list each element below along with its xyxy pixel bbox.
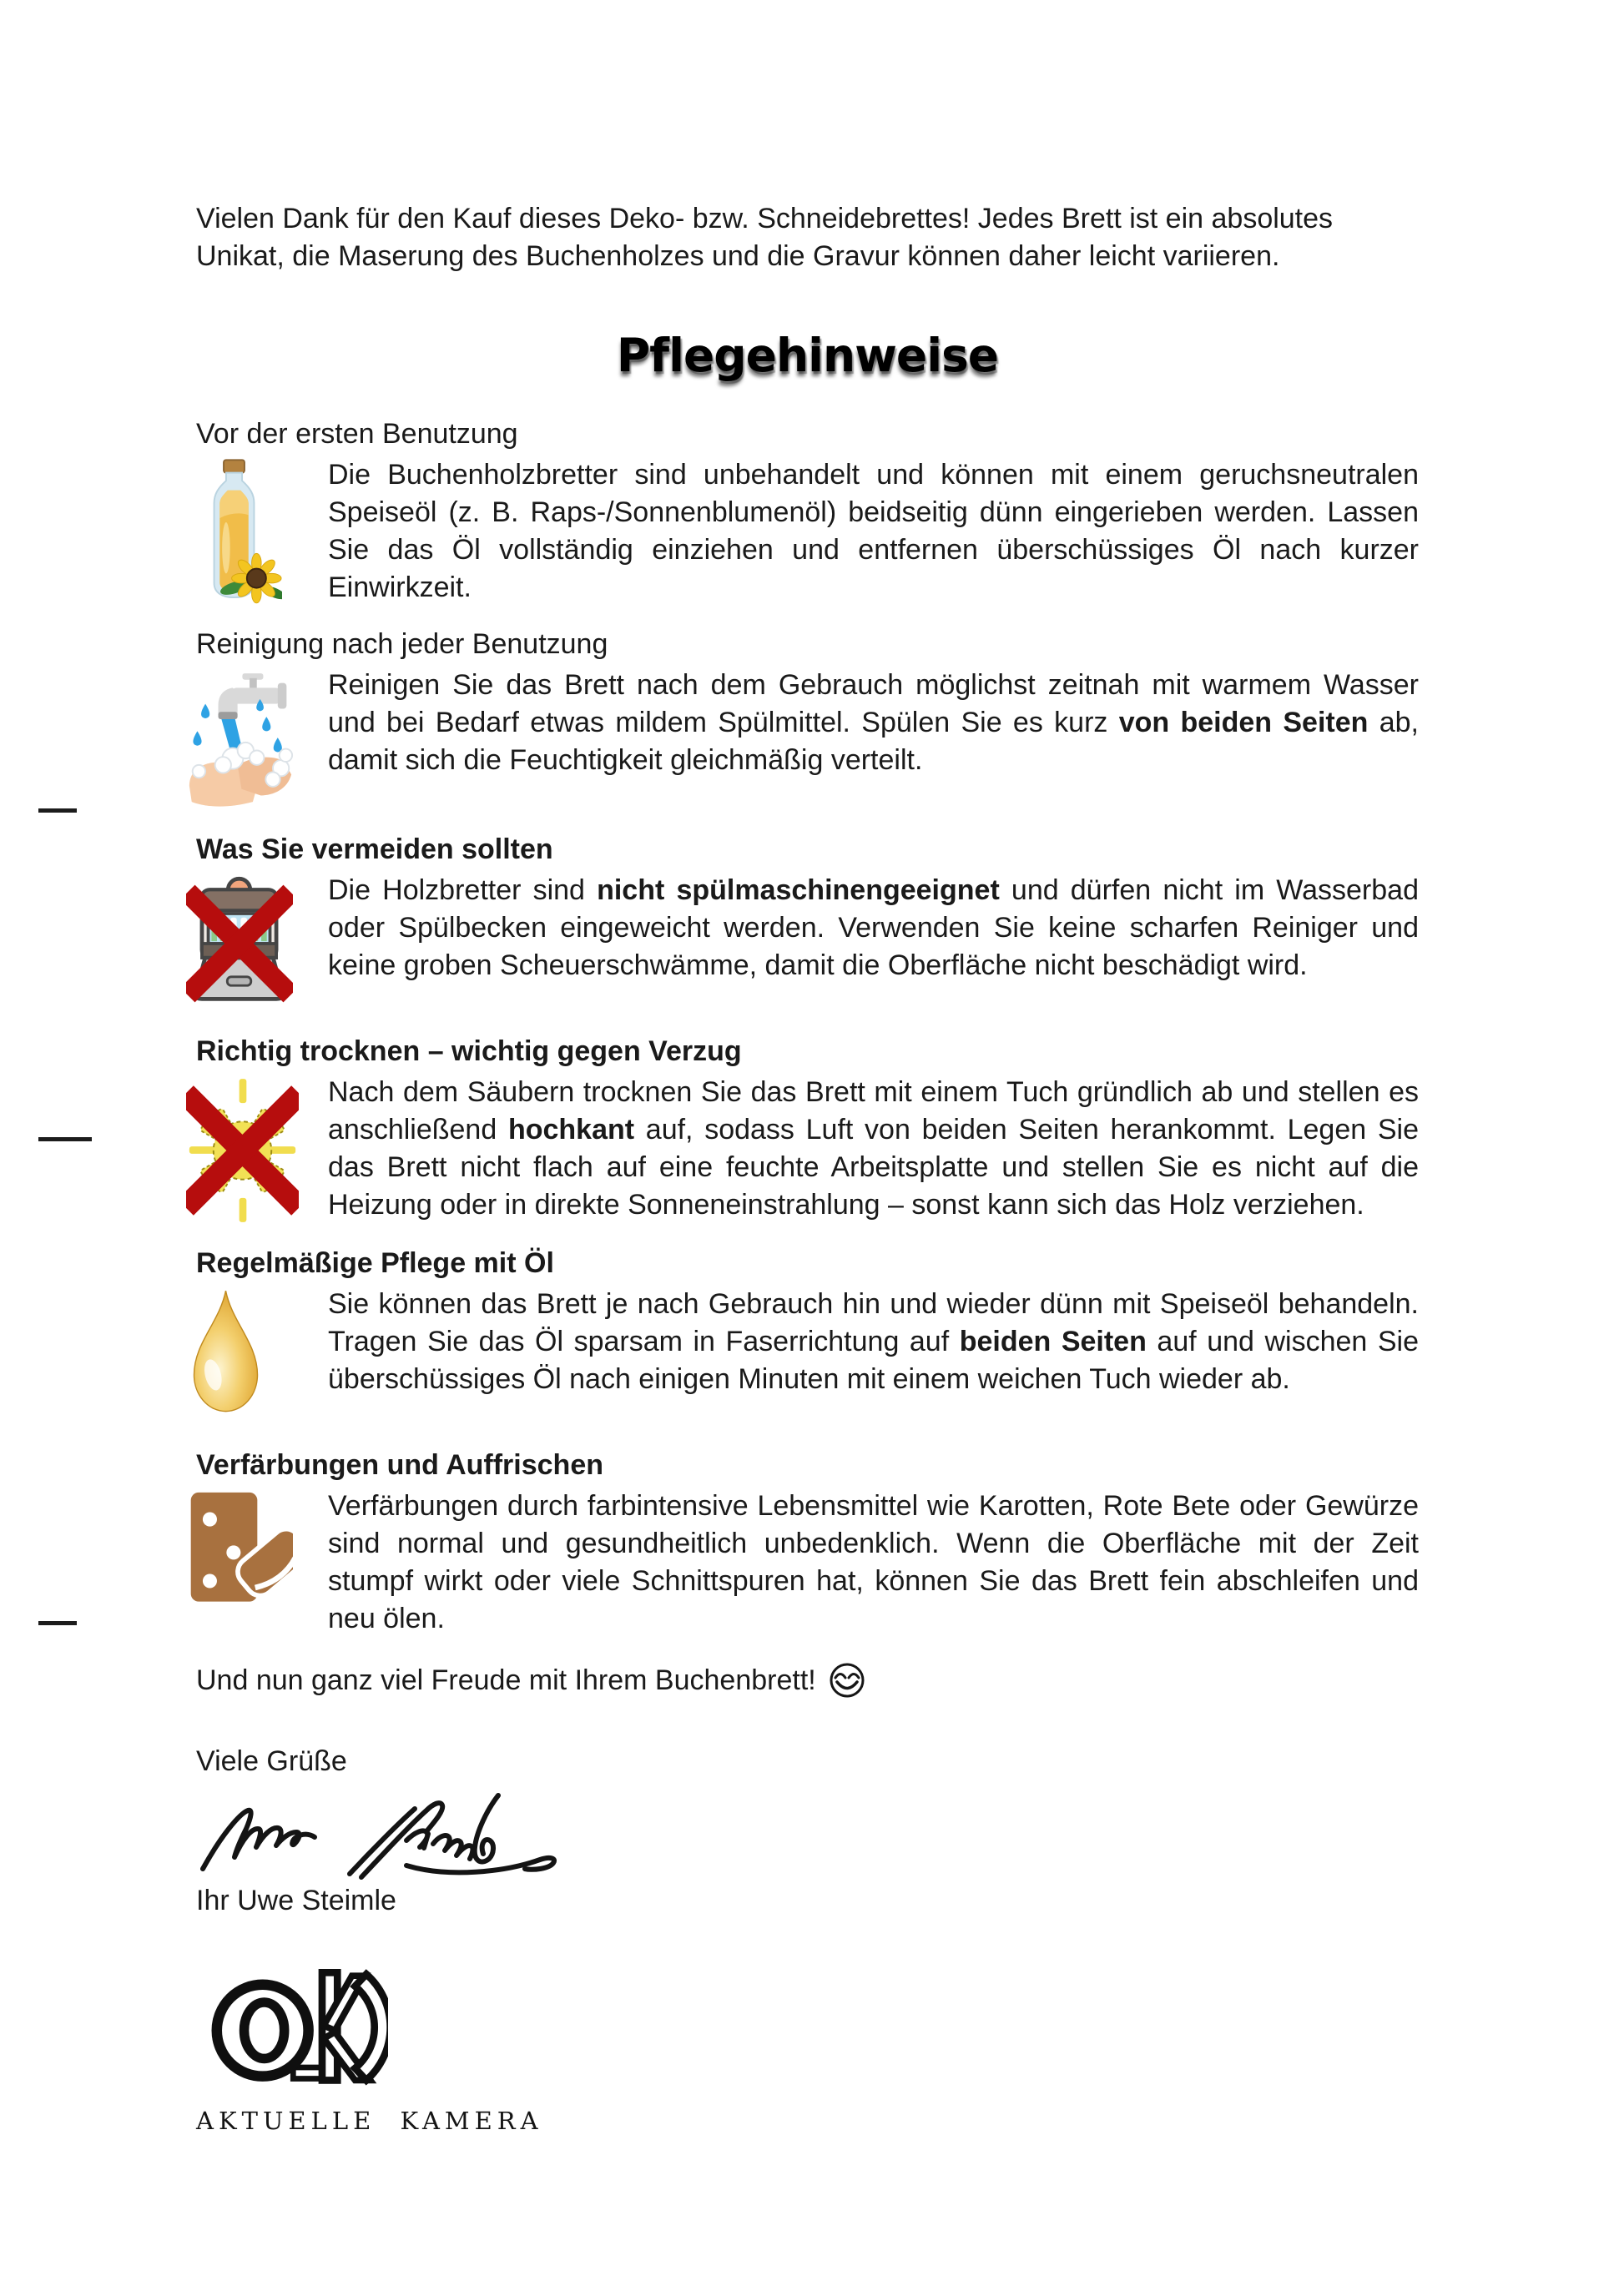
signature (198, 1789, 565, 1881)
section-row (196, 667, 1419, 818)
section-row (196, 1074, 1419, 1231)
section-row (196, 1286, 1419, 1433)
fold-mark-top (38, 808, 77, 813)
section-heading-discoloration: Verfärbungen und Auffrischen (196, 1449, 604, 1481)
fold-mark-bottom (38, 1621, 77, 1625)
section-icon-cell (186, 1074, 328, 1231)
care-section-drying (196, 1033, 1419, 1231)
closing-text: Und nun ganz viel Freude mit Ihrem Buchenbrett! (196, 1664, 816, 1696)
no-sun-icon (186, 1074, 299, 1227)
section-row (196, 872, 1419, 1020)
page-content (196, 200, 1419, 2135)
logo-caption: AKTUELLE KAMERA (196, 2107, 543, 2135)
section-body-cleaning: Reinigen Sie das Brett nach dem Gebrauch möglichst zeitnah mit warmem Wasser und bei Bedarf etwas mildem Spülmittel. Spülen Sie es kurz von beiden Seiten ab, damit sich die Feuchtigkeit gleichmäßig verteilt. (328, 669, 1419, 776)
section-body-oiling: Sie können das Brett je nach Gebrauch hin und wieder dünn mit Speiseöl behandeln. Tragen Sie das Öl sparsam in Faserrichtung auf beiden Seiten auf und wischen Sie überschüssiges Öl nach einigen Minuten mit einem weichen Tuch wieder ab. (328, 1288, 1419, 1395)
section-body-avoid: Die Holzbretter sind nicht spülmaschinengeeignet und dürfen nicht im Wasserbad oder Spülbecken eingeweicht werden. Verwenden Sie keine scharfen Reiniger und keine groben Scheuerschwämme, damit die Oberfläche nicht beschädigt wird. (328, 874, 1419, 981)
section-row (196, 456, 1419, 612)
section-body-discoloration: Verfärbungen durch farbintensive Lebensmittel wie Karotten, Rote Bete oder Gewürze sind normal und gesundheitlich unbedenklich. Wenn die Oberfläche mit der Zeit stumpf wirkt oder viele Schnittspuren hat, können Sie das Brett fein abschleifen und neu ölen. (328, 1490, 1419, 1634)
section-heading-drying: Richtig trocknen – wichtig gegen Verzug (196, 1035, 742, 1067)
punch-mark-center (38, 1137, 92, 1141)
section-icon-cell (186, 667, 328, 818)
intro-paragraph: Vielen Dank für den Kauf dieses Deko- bzw. Schneidebrettes! Jedes Brett ist ein absolutes Unikat, die Maserung des Buchenholzes und die Gravur können daher leicht variieren. (196, 203, 1334, 272)
section-heading-cleaning: Reinigung nach jeder Benutzung (196, 628, 608, 660)
section-body-first-use: Die Buchenholzbretter sind unbehandelt und können mit einem geruchsneutralen Speiseöl (z. B. Raps-/Sonnenblumenöl) beidseitig dünn eingerieben werden. Lassen Sie das Öl vollständig einziehen und entfernen überschüssiges Öl nach kurzer Einwirkzeit. (328, 459, 1419, 603)
care-section-avoid (196, 831, 1419, 1020)
care-sections (196, 415, 1419, 1638)
section-icon-cell (186, 1488, 328, 1634)
section-icon-cell (186, 456, 328, 612)
section-body-drying: Nach dem Säubern trocknen Sie das Brett mit einem Tuch gründlich ab und stellen es anschließend hochkant auf, sodass Luft von beiden Seiten herankommt. Legen Sie das Brett nicht flach auf eine feuchte Arbeitsplatte und stellen Sie es nicht auf die Heizung oder in direkte Sonneneinstrahlung – sonst kann sich das Holz verziehen. (328, 1076, 1419, 1221)
wood-board-icon (186, 1488, 293, 1629)
no-dishwasher-icon (186, 872, 293, 1015)
care-section-oiling (196, 1245, 1419, 1433)
oil-bottle-icon (186, 456, 282, 608)
section-icon-cell (186, 1286, 328, 1433)
closing-line (196, 1661, 1419, 1699)
section-row (196, 1488, 1419, 1638)
section-icon-cell (186, 872, 328, 1020)
signature-name: Ihr Uwe Steimle (196, 1885, 396, 1916)
care-section-discoloration (196, 1447, 1419, 1638)
smiling-face-emoji-icon (828, 1661, 866, 1699)
page-title: Pflegehinweise (616, 329, 999, 382)
care-section-cleaning (196, 626, 1419, 818)
greeting: Viele Grüße (196, 1745, 347, 1777)
section-heading-avoid: Was Sie vermeiden sollten (196, 833, 553, 865)
aktuelle-kamera-logo (196, 1958, 1419, 2135)
oil-drop-icon (186, 1286, 265, 1429)
section-heading-first-use: Vor der ersten Benutzung (196, 418, 518, 450)
washing-hands-icon (186, 667, 295, 813)
ak-monogram-icon (211, 1958, 388, 2090)
care-section-first-use (196, 415, 1419, 612)
section-heading-oiling: Regelmäßige Pflege mit Öl (196, 1247, 554, 1279)
